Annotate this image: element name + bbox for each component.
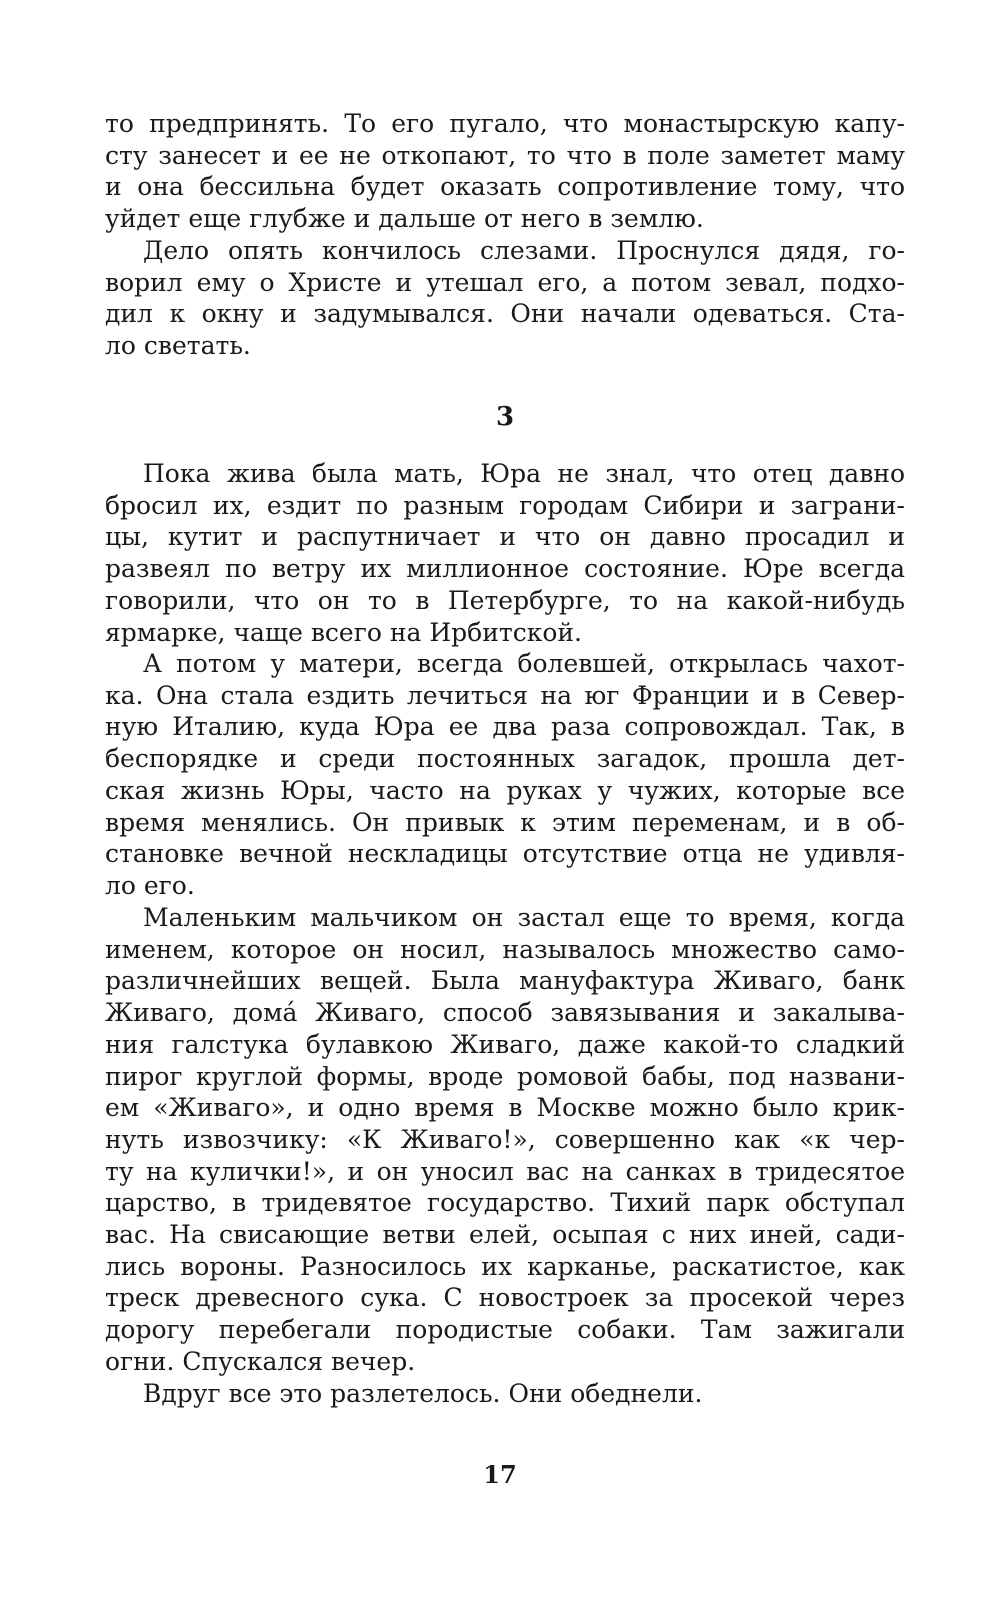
text-line: ка. Она стала ездить лечиться на юг Франции и в Север- [105,680,905,710]
text-line: именем, которое он носил, называлось множество само- [105,934,905,964]
text-line: ту на кулички!», и он уносил вас на санках в тридесятое [105,1156,905,1186]
paragraph-3 [105,458,905,648]
text-line: сту занесет и ее не откопают, то что в поле заметет маму [105,140,905,170]
text-line: ская жизнь Юры, часто на руках у чужих, которые все [105,775,905,805]
text-line: время менялись. Он привык к этим переменам, и в об- [105,807,905,837]
text-line: Вдруг все это разлетелось. Они обеднели. [143,1379,703,1408]
text-line: Пока жива была мать, Юра не знал, что отец давно [143,459,905,488]
text-line: дорогу перебегали породистые собаки. Там зажигали [105,1315,905,1345]
text-line: ную Италию, куда Юра ее два раза сопровождал. Так, в [105,712,905,742]
text-line: нуть извозчику: «К Живаго!», совершенно как «к чер- [105,1124,905,1154]
text-line: царство, в тридевятое государство. Тихий парк обступал [105,1188,905,1218]
text-line: говорили, что он то в Петербурге, то на какой-нибудь [105,585,905,615]
paragraph-4 [105,648,905,902]
text-line: ло светать. [105,331,251,361]
text-line: бросил их, ездит по разным городам Сибири и заграни- [105,490,905,520]
chapter-heading: 3 [495,402,515,432]
text-line: дил к окну и задумывался. Они начали одеваться. Ста- [105,299,905,329]
text-line: Маленьким мальчиком он застал еще то время, когда [143,903,905,932]
text-line: ло его. [105,870,195,900]
text-line: уйдет еще глубже и дальше от него в землю. [105,204,704,234]
text-line: ния галстука булавкою Живаго, даже какой-то сладкий [105,1029,905,1059]
page-number: 17 [483,1460,517,1489]
text-line: беспорядке и среди постоянных загадок, прошла дет- [105,744,905,774]
text-line: развеял по ветру их миллионное состояние. Юре всегда [105,554,905,584]
text-line: треск древесного сука. С новостроек за просекой через [105,1283,905,1313]
paragraph-1 [105,108,905,235]
text-line: то предпринять. То его пугало, что монастырскую капу- [105,109,905,138]
paragraph-2 [105,235,905,362]
text-line: цы, кутит и распутничает и что он давно просадил и [105,522,905,552]
paragraph-5 [105,902,905,1378]
paragraph-6 [105,1378,905,1410]
text-line: вас. На свисающие ветви елей, осыпая с них иней, сади- [105,1220,905,1250]
text-line: огни. Спускался вечер. [105,1346,416,1376]
text-line: ем «Живаго», и одно время в Москве можно было крик- [105,1093,905,1123]
text-line: пирог круглой формы, вроде ромовой бабы, под названи- [105,1061,905,1091]
text-line: лись вороны. Разносилось их карканье, раскатистое, как [105,1251,905,1281]
text-line: ярмарке, чаще всего на Ирбитской. [105,617,582,647]
text-line: различнейших вещей. Была мануфактура Живаго, банк [105,966,905,996]
text-line: Дело опять кончилось слезами. Проснулся дядя, го- [143,236,905,265]
text-line: и она бессильна будет оказать сопротивление тому, что [105,172,905,202]
text-line: Живаго, дома́ Живаго, способ завязывания и закалыва- [105,998,905,1028]
text-line: ворил ему о Христе и утешал его, а потом зевал, подхо- [105,267,905,297]
text-line: становке вечной нескладицы отсутствие отца не удивля- [105,839,905,869]
text-line: А потом у матери, всегда болевшей, открылась чахот- [143,649,905,678]
